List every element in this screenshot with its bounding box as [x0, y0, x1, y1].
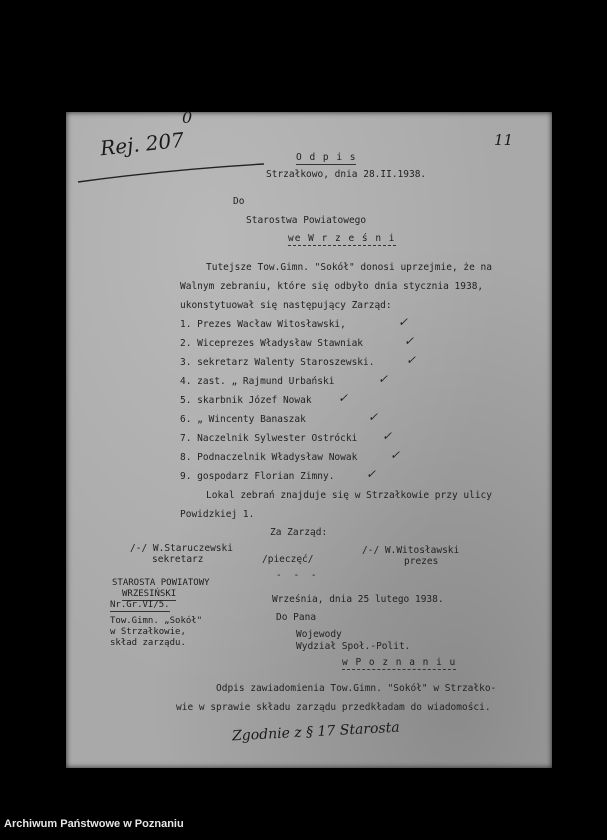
closing-line-2: wie w sprawie składu zarządu przedkładam do wiadomości.: [176, 702, 491, 713]
check-mark-icon: ✓: [378, 372, 389, 386]
document-title: O d p i s: [296, 152, 357, 163]
check-mark-icon: ✓: [390, 448, 401, 462]
member-1: 1. Prezes Wacław Witosławski,: [180, 319, 346, 330]
body-intro-3: ukonstytuował się następujący Zarząd:: [180, 300, 392, 311]
second-date: Września, dnia 25 lutego 1938.: [272, 594, 444, 605]
member-3: 3. sekretarz Walenty Staroszewski.: [180, 357, 375, 368]
top-mark-zero: 0: [182, 108, 193, 127]
registry-mark: Rej. 207: [98, 127, 186, 161]
second-to: Do Pana: [276, 612, 317, 623]
signature-left-role: sekretarz: [152, 554, 204, 565]
check-mark-icon: ✓: [368, 410, 379, 424]
stamp-line-2: WRZESIŃSKI: [122, 589, 177, 599]
check-mark-icon: ✓: [338, 391, 349, 405]
stamp-line-4: Tow.Gimn. „Sokół": [110, 616, 203, 626]
signature-right-role: prezes: [404, 556, 439, 567]
stamp-line-3: Nr.Gr.VI/5.: [110, 600, 170, 610]
registry-underline-stroke: [76, 156, 266, 186]
check-mark-icon: ✓: [382, 429, 393, 443]
page-number: 11: [494, 131, 514, 149]
check-mark-icon: ✓: [404, 334, 415, 348]
check-mark-icon: ✓: [398, 315, 409, 329]
stamp-line-1: STAROSTA POWIATOWY: [112, 578, 210, 588]
second-addressee-1: Wojewody: [296, 629, 342, 640]
member-9: 9. gospodarz Florian Zimny.: [180, 471, 335, 482]
za-zarzad: Za Zarząd:: [270, 527, 328, 538]
member-2: 2. Wiceprezes Władysław Stawniak: [180, 338, 364, 349]
to-label: Do: [233, 196, 245, 207]
stamp-line-5: w Strzałkowie,: [110, 627, 186, 637]
document-sheet: [66, 108, 552, 768]
archive-credit: Archiwum Państwowe w Poznaniu: [4, 818, 184, 830]
seal-placeholder: /pieczęć/: [262, 554, 314, 565]
handwritten-signature: Zgodnie z § 17 Starosta: [231, 719, 401, 745]
lokal-line-1: Lokal zebrań znajduje się w Strzałkowie przy ulicy: [206, 490, 492, 501]
body-intro-1: Tutejsze Tow.Gimn. "Sokół" donosi uprzejmie, że na: [206, 262, 492, 273]
member-4: 4. zast. „ Rajmund Urbański: [180, 376, 335, 387]
second-addressee-2: Wydział Społ.-Polit.: [296, 641, 411, 652]
member-7: 7. Naczelnik Sylwester Ostrócki: [180, 433, 358, 444]
dash-separator: - - -: [276, 570, 320, 581]
signature-left-name: /-/ W.Staruczewski: [130, 543, 233, 554]
body-intro-2: Walnym zebraniu, które się odbyło dnia stycznia 1938,: [180, 281, 484, 292]
place-date: Strzałkowo, dnia 28.II.1938.: [266, 169, 427, 180]
addressee-line-2: we W r z e ś n i: [288, 233, 396, 244]
member-5: 5. skarbnik Józef Nowak: [180, 395, 312, 406]
closing-line-1: Odpis zawiadomienia Tow.Gimn. "Sokół" w Strzałko-: [216, 683, 497, 694]
signature-right-name: /-/ W.Witosławski: [362, 545, 460, 556]
addressee-line-1: Starostwa Powiatowego: [246, 215, 367, 226]
lokal-line-2: Powidzkiej 1.: [180, 509, 255, 520]
second-addressee-3: w P o z n a n i u: [342, 657, 457, 668]
check-mark-icon: ✓: [406, 353, 417, 367]
check-mark-icon: ✓: [366, 467, 377, 481]
member-8: 8. Podnaczelnik Władysław Nowak: [180, 452, 358, 463]
member-6: 6. „ Wincenty Banaszak: [180, 414, 306, 425]
stamp-line-6: skład zarządu.: [110, 638, 186, 648]
